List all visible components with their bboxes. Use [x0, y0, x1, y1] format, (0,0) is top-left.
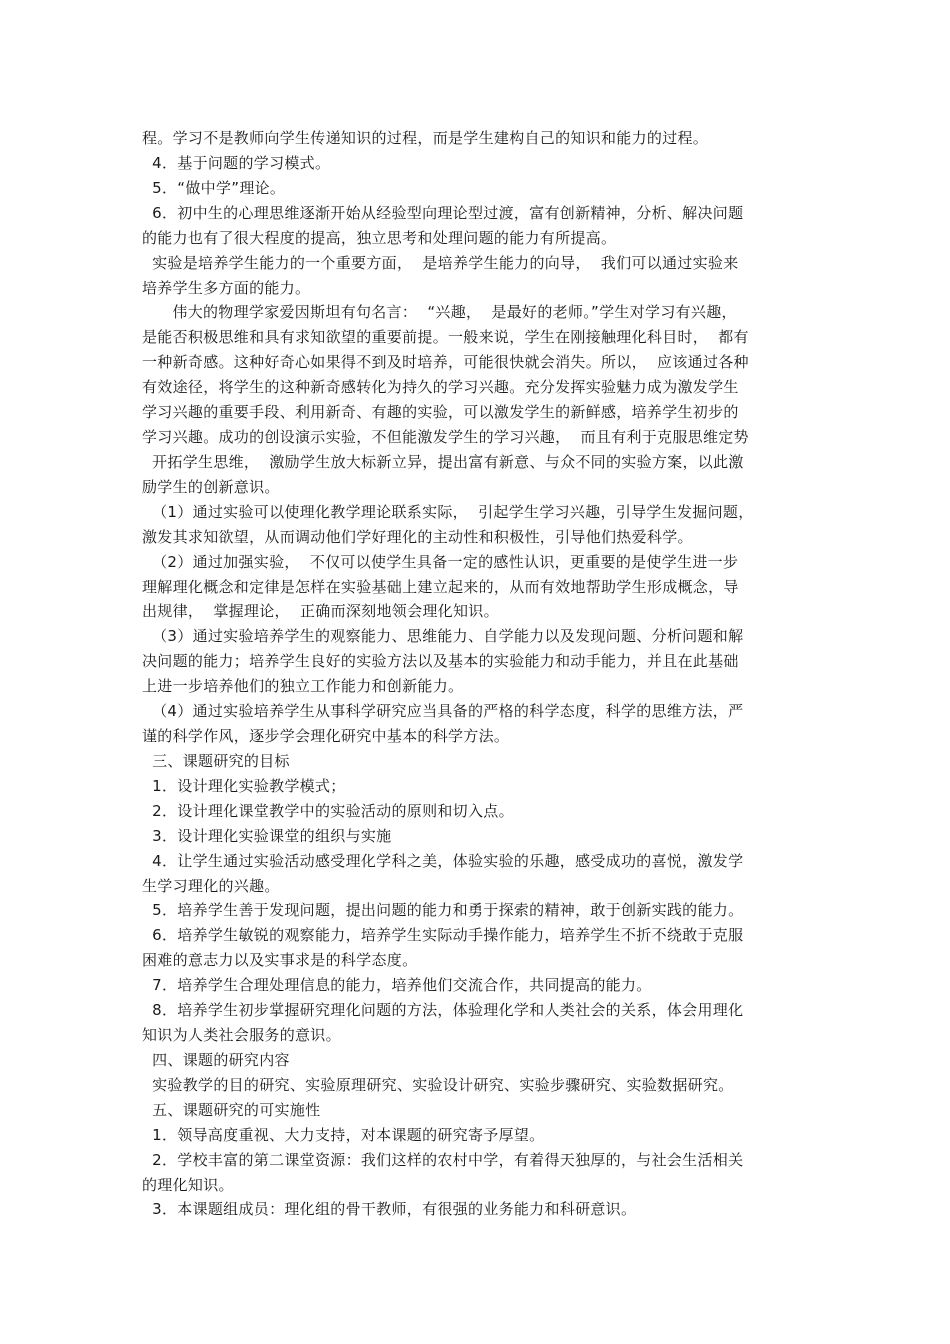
text-line: 3．本课题组成员：理化组的骨干教师，有很强的业务能力和科研意识。 — [142, 1200, 637, 1218]
text-line: 理解理化概念和定律是怎样在实验基础上建立起来的，从而有效地帮助学生形成概念，导 — [142, 578, 739, 596]
text-line: 谨的科学作风，逐步学会理化研究中基本的科学方法。 — [142, 727, 510, 745]
text-line: 实验教学的目的研究、实验原理研究、实验设计研究、实验步骤研究、实验数据研究。 — [142, 1076, 734, 1094]
text-line: 5．“做中学”理论。 — [142, 179, 286, 197]
text-line: 决问题的能力；培养学生良好的实验方法以及基本的实验能力和动手能力，并且在此基础 — [142, 652, 739, 670]
text-line: 4．基于问题的学习模式。 — [142, 154, 331, 172]
text-line: 2．学校丰富的第二课堂资源：我们这样的农村中学，有着得天独厚的，与社会生活相关 — [142, 1151, 744, 1169]
text-line: 8．培养学生初步掌握研究理化问题的方法，体验理化学和人类社会的关系，体会用理化 — [142, 1001, 744, 1019]
text-line: 6．初中生的心理思维逐渐开始从经验型向理论型过渡，富有创新精神，分析、解决问题 — [142, 204, 744, 222]
text-line: 培养学生多方面的能力。 — [142, 279, 311, 297]
text-line: 的能力也有了很大程度的提高，独立思考和处理问题的能力有所提高。 — [142, 229, 617, 247]
text-line: 知识为人类社会服务的意识。 — [142, 1026, 341, 1044]
text-line: 1．设计理化实验教学模式； — [142, 777, 346, 795]
text-line: 开拓学生思维， 激励学生放大标新立异，提出富有新意、与众不同的实验方案，以此激 — [142, 453, 744, 471]
text-line: 激发其求知欲望，从而调动他们学好理化的主动性和积极性，引导他们热爱科学。 — [142, 528, 693, 546]
text-line: 2．设计理化课堂教学中的实验活动的原则和切入点。 — [142, 802, 514, 820]
text-line: 出规律， 掌握理论， 正确而深刻地领会理化知识。 — [142, 602, 499, 620]
text-line: 5．培养学生善于发现问题，提出问题的能力和勇于探索的精神，敢于创新实践的能力。 — [142, 901, 744, 919]
text-line: 一种新奇感。这种好奇心如果得不到及时培养，可能很快就会消失。所以， 应该通过各种 — [142, 353, 749, 371]
text-line: （2）通过加强实验， 不仅可以使学生具备一定的感性认识，更重要的是使学生进一步 — [142, 553, 739, 571]
text-line: 有效途径，将学生的这种新奇感转化为持久的学习兴趣。充分发挥实验魅力成为激发学生 — [142, 378, 739, 396]
text-line: 学习兴趣。成功的创设演示实验，不但能激发学生的学习兴趣， 而且有利于克服思维定势 — [142, 428, 749, 446]
section-heading: 四、课题的研究内容 — [142, 1051, 290, 1069]
text-line: 励学生的创新意识。 — [142, 478, 280, 496]
text-line: 学习兴趣的重要手段、利用新奇、有趣的实验，可以激发学生的新鲜感，培养学生初步的 — [142, 403, 739, 421]
text-line: 伟大的物理学家爱因斯坦有句名言： “兴趣， 是最好的老师。”学生对学习有兴趣， — [142, 303, 737, 321]
section-heading: 三、课题研究的目标 — [142, 752, 290, 770]
text-line: （4）通过实验培养学生从事科学研究应当具备的严格的科学态度，科学的思维方法，严 — [142, 702, 744, 720]
text-line: 实验是培养学生能力的一个重要方面， 是培养学生能力的向导， 我们可以通过实验来 — [142, 254, 739, 272]
text-line: 7．培养学生合理处理信息的能力，培养他们交流合作，共同提高的能力。 — [142, 976, 652, 994]
text-line: 3．设计理化实验课堂的组织与实施 — [142, 827, 392, 845]
text-line: 的理化知识。 — [142, 1176, 234, 1194]
section-heading: 五、课题研究的可实施性 — [142, 1101, 321, 1119]
text-line: （3）通过实验培养学生的观察能力、思维能力、自学能力以及发现问题、分析问题和解 — [142, 627, 744, 645]
text-line: 是能否积极思维和具有求知欲望的重要前提。一般来说，学生在刚接触理化科目时， 都有 — [142, 328, 749, 346]
text-line: 困难的意志力以及实事求是的科学态度。 — [142, 951, 418, 969]
text-line: 上进一步培养他们的独立工作能力和创新能力。 — [142, 677, 464, 695]
text-line: 6．培养学生敏锐的观察能力，培养学生实际动手操作能力，培养学生不折不绕敢于克服 — [142, 926, 744, 944]
text-line: 生学习理化的兴趣。 — [142, 877, 280, 895]
text-line: 程。学习不是教师向学生传递知识的过程，而是学生建构自己的知识和能力的过程。 — [142, 129, 709, 147]
text-line: 1．领导高度重视、大力支持，对本课题的研究寄予厚望。 — [142, 1126, 545, 1144]
text-line: （1）通过实验可以使理化教学理论联系实际， 引起学生学习兴趣，引导学生发掘问题， — [142, 503, 754, 521]
text-line: 4．让学生通过实验活动感受理化学科之美，体验实验的乐趣，感受成功的喜悦，激发学 — [142, 852, 744, 870]
